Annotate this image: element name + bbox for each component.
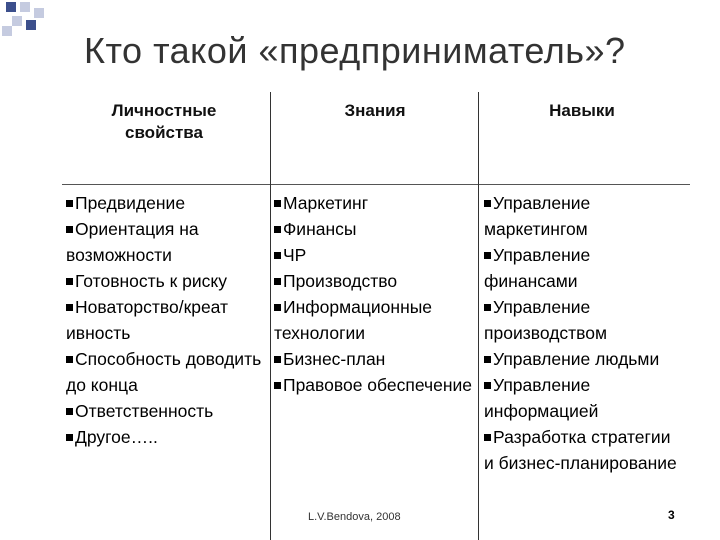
bullet-icon — [274, 356, 281, 363]
deco-square — [12, 16, 22, 26]
list-item-text: Готовность к риску — [75, 271, 228, 291]
list-item — [66, 424, 266, 450]
list-item-text: Предвидение — [75, 193, 186, 213]
bullet-icon — [274, 304, 281, 311]
list-item — [66, 398, 266, 424]
list-item — [484, 372, 684, 424]
column-divider — [478, 92, 479, 540]
list-item — [274, 268, 474, 294]
bullet-icon — [66, 226, 73, 233]
list-item-text: Способность доводить до конца — [66, 349, 262, 395]
deco-square — [26, 20, 36, 30]
bullet-icon — [274, 200, 281, 207]
list-item-text: Управление людьми — [493, 349, 660, 369]
list-item-text: Информационные технологии — [274, 297, 433, 343]
header-knowledge: Знания — [344, 101, 406, 120]
list-item-text: Разработка стратегии и бизнес-планирование — [484, 427, 677, 473]
list-item-text: Производство — [283, 271, 398, 291]
list-item-text: Другое….. — [75, 427, 158, 447]
bullet-icon — [484, 434, 491, 441]
bullet-icon — [274, 382, 281, 389]
bullet-icon — [274, 278, 281, 285]
list-item — [484, 190, 684, 242]
list-item — [66, 268, 266, 294]
page-number: 3 — [668, 508, 675, 522]
list-item — [484, 346, 684, 372]
list-item — [484, 242, 684, 294]
bullet-icon — [66, 304, 73, 311]
bullet-icon — [274, 226, 281, 233]
bullet-icon — [66, 278, 73, 285]
header-divider — [62, 184, 690, 185]
list-item — [274, 294, 474, 346]
list-item-text: Управление производством — [484, 297, 608, 343]
bullet-icon — [484, 252, 491, 259]
bullet-icon — [484, 382, 491, 389]
list-item — [66, 216, 266, 268]
list-item-text: Маркетинг — [283, 193, 369, 213]
list-item — [66, 346, 266, 398]
bullet-icon — [484, 304, 491, 311]
bullet-icon — [66, 356, 73, 363]
knowledge-list — [274, 190, 474, 398]
corner-decoration — [0, 0, 60, 40]
list-item — [484, 424, 684, 476]
bullet-icon — [66, 200, 73, 207]
list-item-text: Правовое обеспечение — [283, 375, 472, 395]
bullet-icon — [66, 434, 73, 441]
list-item-text: Управление информацией — [484, 375, 599, 421]
bullet-icon — [66, 408, 73, 415]
list-item — [66, 190, 266, 216]
bullet-icon — [274, 252, 281, 259]
list-item-text: ЧР — [283, 245, 307, 265]
bullet-icon — [484, 356, 491, 363]
list-item-text: Финансы — [283, 219, 357, 239]
skills-list — [484, 190, 684, 476]
list-item — [274, 216, 474, 242]
deco-square — [2, 26, 12, 36]
traits-list — [66, 190, 266, 450]
list-item — [274, 242, 474, 268]
header-skills: Навыки — [549, 101, 615, 120]
column-divider — [270, 92, 271, 540]
deco-square — [6, 2, 16, 12]
list-item-text: Ориентация на возможности — [66, 219, 199, 265]
slide-title: Кто такой «предприниматель»? — [84, 30, 626, 71]
header-personal-traits: Личностные свойства — [111, 101, 217, 142]
list-item-text: Ответственность — [75, 401, 214, 421]
list-item-text: Бизнес-план — [283, 349, 386, 369]
deco-square — [20, 2, 30, 12]
list-item-text: Новаторство/креат ивность — [66, 297, 229, 343]
list-item — [66, 294, 266, 346]
list-item-text: Управление финансами — [484, 245, 591, 291]
list-item — [274, 372, 474, 398]
footer-author: L.V.Bendova, 2008 — [308, 511, 401, 523]
bullet-icon — [484, 200, 491, 207]
list-item — [484, 294, 684, 346]
list-item — [274, 190, 474, 216]
list-item — [274, 346, 474, 372]
deco-square — [34, 8, 44, 18]
list-item-text: Управление маркетингом — [484, 193, 591, 239]
